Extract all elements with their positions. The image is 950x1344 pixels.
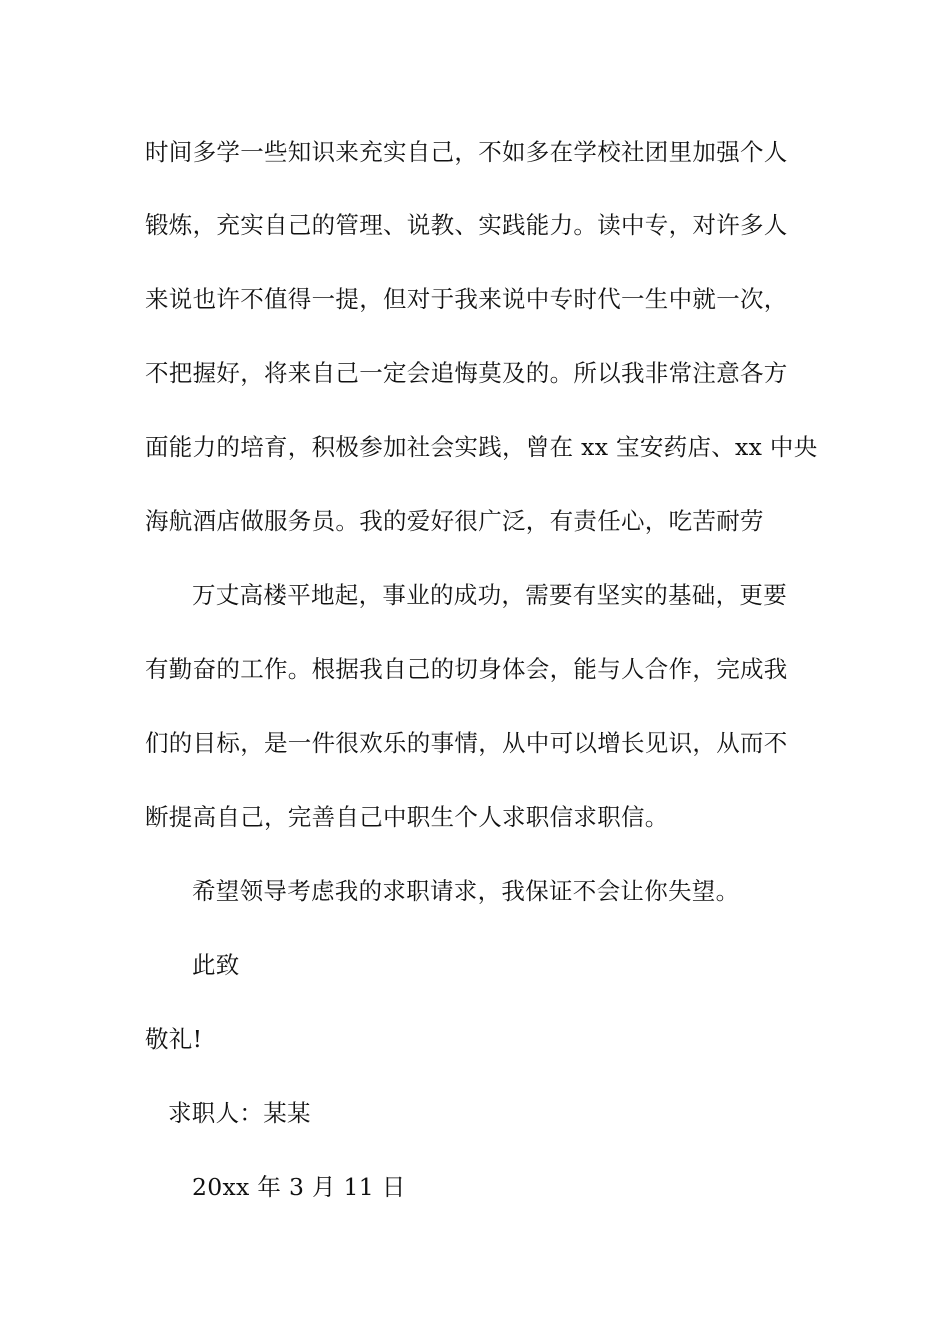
- salute-text: 敬礼!: [145, 1025, 203, 1053]
- body-text-line: 海航酒店做服务员。我的爱好很广泛，有责任心，吃苦耐劳: [145, 507, 764, 535]
- body-text-line: 有勤奋的工作。根据我自己的切身体会，能与人合作，完成我: [145, 655, 788, 683]
- body-text-line: 不把握好，将来自己一定会追悔莫及的。所以我非常注意各方: [145, 359, 788, 387]
- body-text-line: 希望领导考虑我的求职请求，我保证不会让你失望。: [192, 877, 740, 905]
- body-text-line: 来说也许不值得一提，但对于我来说中专时代一生中就一次，: [145, 285, 788, 313]
- date-text: 20xx 年 3 月 11 日: [192, 1173, 406, 1201]
- body-text-line: 锻炼，充实自己的管理、说教、实践能力。读中专，对许多人: [145, 211, 788, 239]
- body-text-line: 断提高自己，完善自己中职生个人求职信求职信。: [145, 803, 669, 831]
- body-text-line: 万丈高楼平地起，事业的成功，需要有坚实的基础，更要: [192, 581, 787, 609]
- signature-text: 求职人：某某: [168, 1099, 311, 1127]
- body-text-line: 们的目标，是一件很欢乐的事情，从中可以增长见识，从而不: [145, 729, 788, 757]
- body-text-line: 面能力的培育，积极参加社会实践，曾在 xx 宝安药店、xx 中央: [145, 433, 818, 461]
- body-text-line: 时间多学一些知识来充实自己，不如多在学校社团里加强个人: [145, 138, 788, 166]
- closing-text: 此致: [192, 951, 240, 979]
